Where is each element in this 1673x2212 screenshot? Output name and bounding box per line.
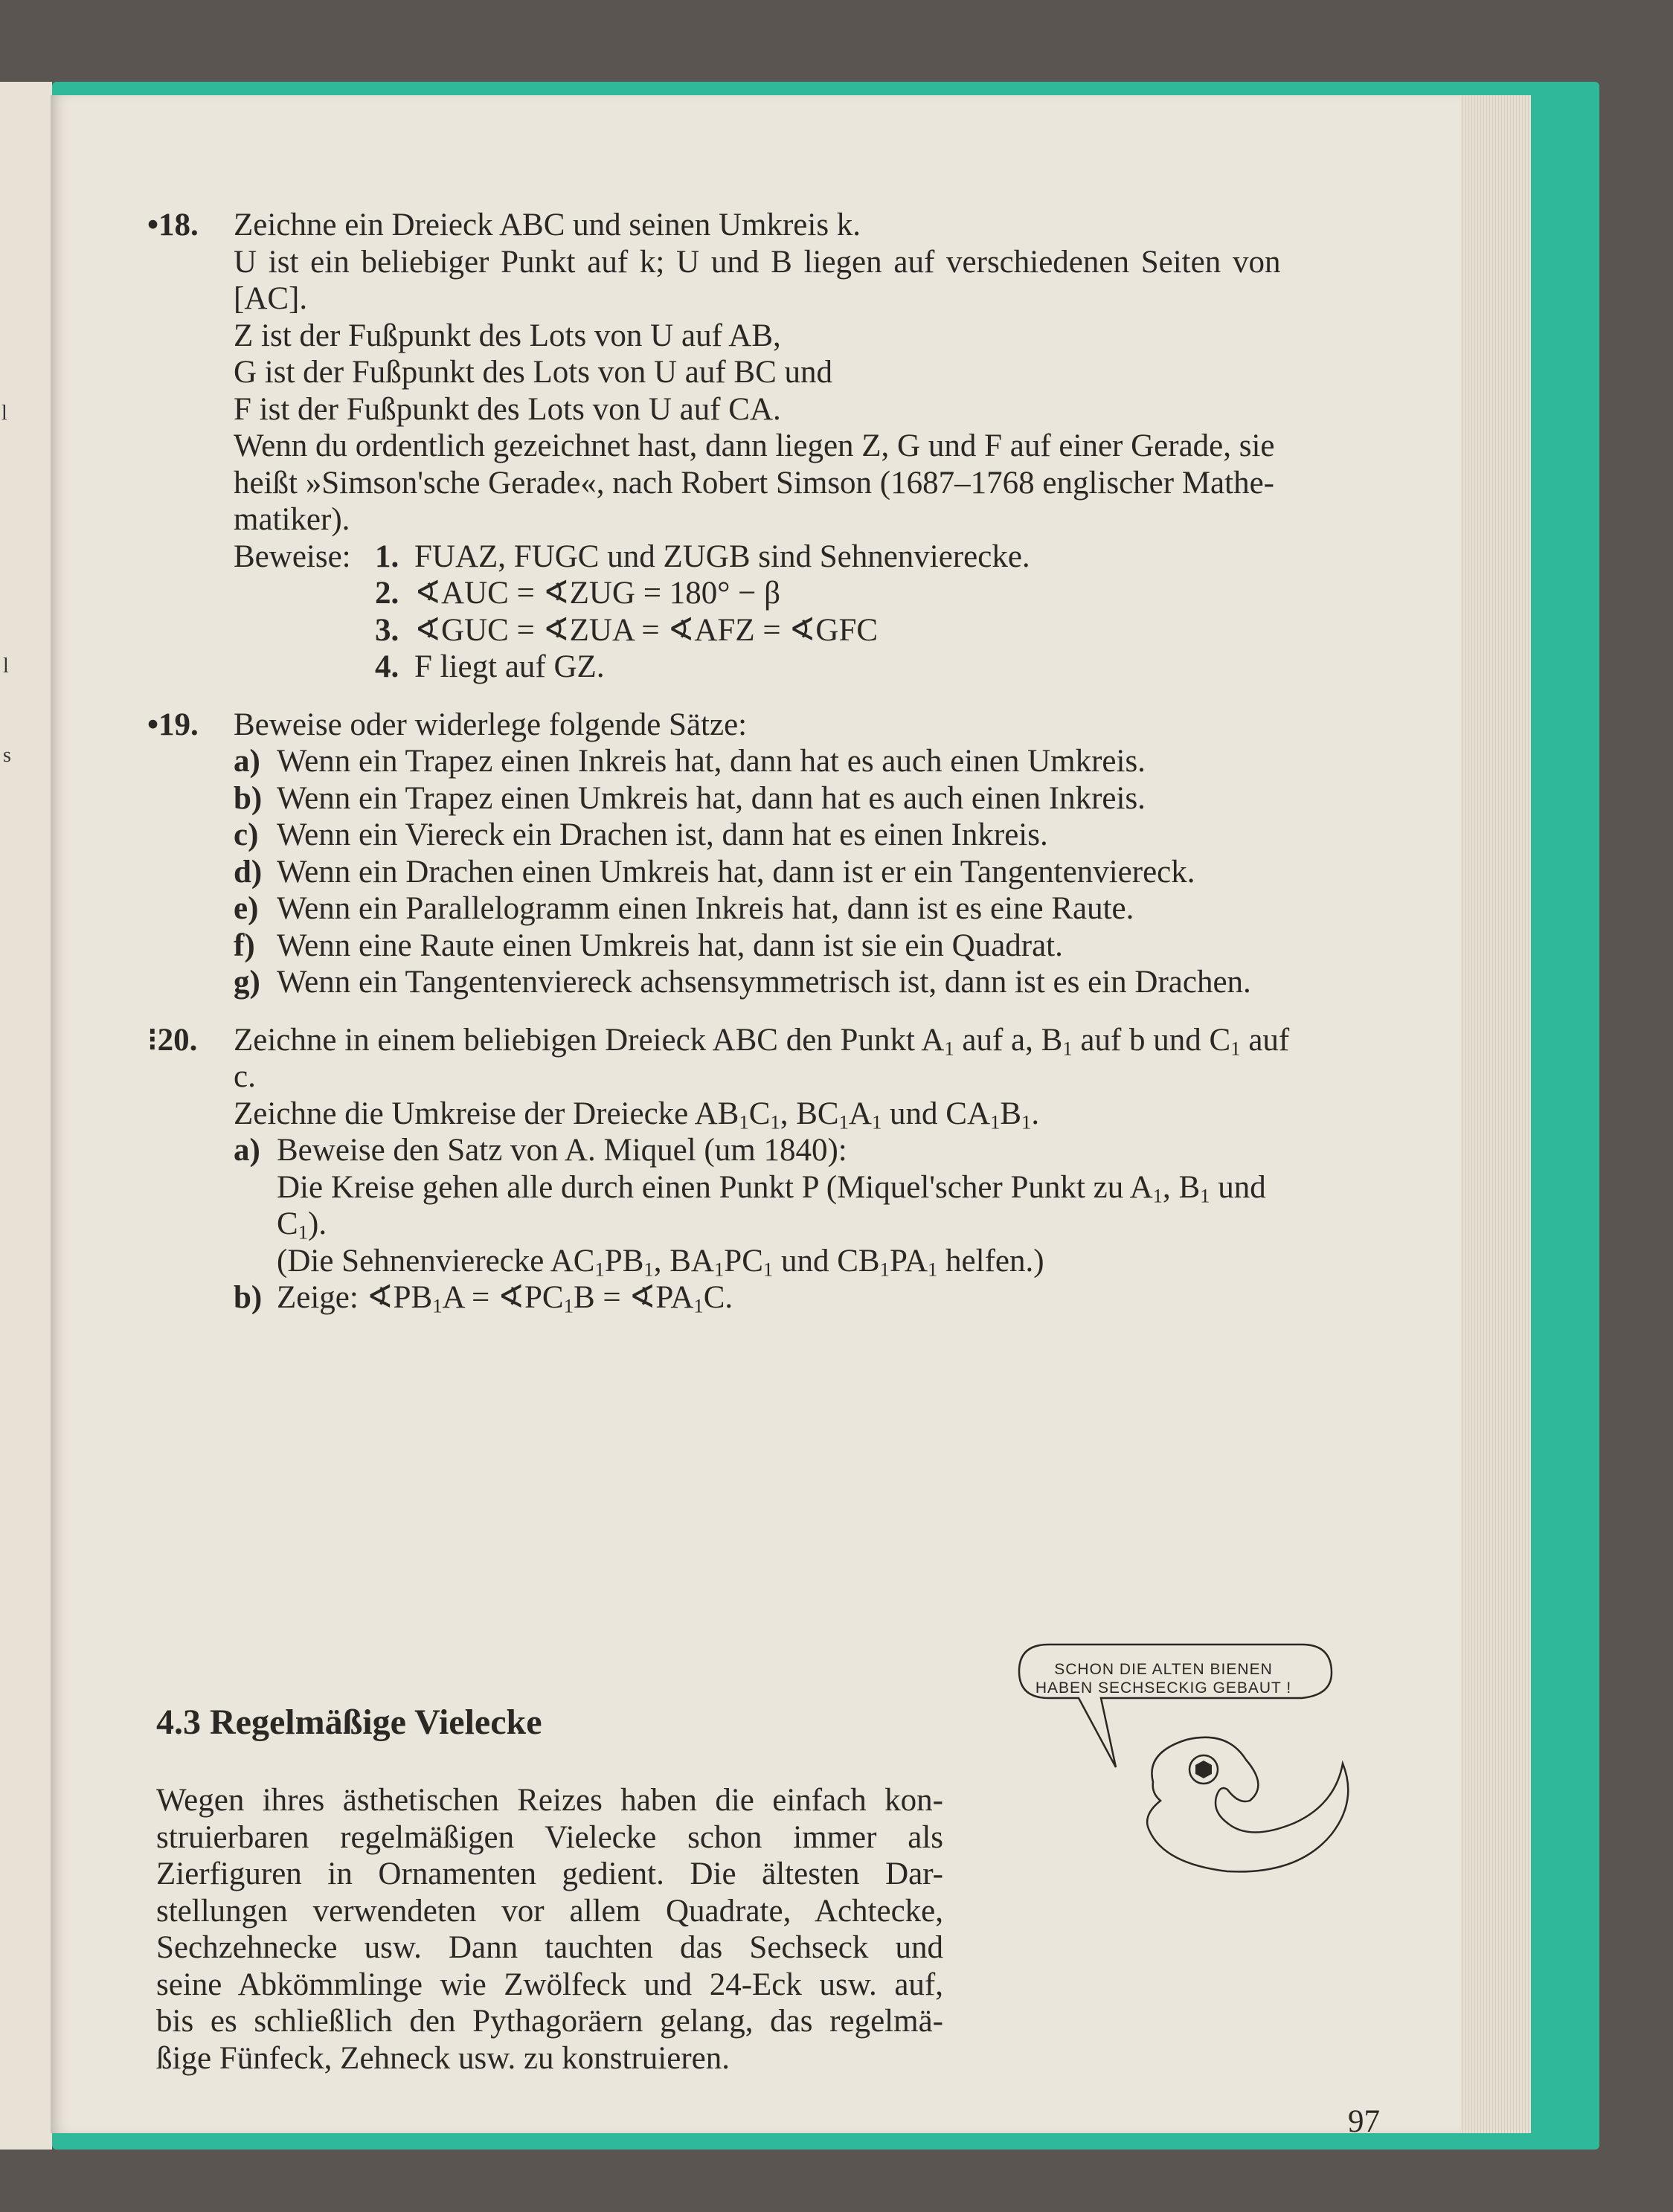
exercise-text: F ist der Fußpunkt des Lots von U auf CA. bbox=[234, 391, 781, 427]
exercise-text: c. bbox=[234, 1059, 256, 1094]
bee-body bbox=[1147, 1737, 1348, 1872]
paragraph-line: stellungen verwendeten vor allem Quadrate, Achtecke, bbox=[156, 1893, 943, 1929]
sub-label: b) bbox=[234, 780, 263, 816]
exercise-18 bbox=[104, 207, 1399, 686]
hexagon-icon bbox=[1195, 1761, 1212, 1778]
exercise-20 bbox=[104, 1022, 1399, 1316]
sub-text: Wenn ein Trapez einen Inkreis hat, dann hat es auch einen Umkreis. bbox=[277, 744, 1146, 779]
sub-text: Zeige: $∢PB_1A$ = $∢PC_1B$ = $∢PA_1C$. bbox=[277, 1280, 733, 1317]
sub-text: Wenn ein Drachen einen Umkreis hat, dann ist er ein Tangentenviereck. bbox=[277, 854, 1195, 890]
sub-text: Wenn ein Trapez einen Umkreis hat, dann hat es auch einen Inkreis. bbox=[277, 780, 1146, 816]
proof-text: ∢AUC = ∢ZUG = 180° − β bbox=[414, 576, 781, 611]
book-page bbox=[51, 95, 1531, 2139]
section-paragraph bbox=[156, 1782, 943, 2077]
sub-item bbox=[234, 964, 1399, 1001]
sub-text: Wenn ein Tangentenviereck achsensymmetrisch ist, dann ist es ein Drachen. bbox=[277, 965, 1251, 1000]
sub-label: d) bbox=[234, 854, 263, 890]
exercise-19 bbox=[104, 707, 1399, 1001]
proof-number: 2. bbox=[375, 576, 399, 611]
left-page-edge bbox=[0, 82, 52, 2150]
sub-text: Wenn ein Parallelogramm einen Inkreis hat, dann ist es eine Raute. bbox=[277, 891, 1134, 926]
exercise-text: Zeichne ein Dreieck ABC und seinen Umkreis k. bbox=[234, 208, 861, 242]
sub-item bbox=[234, 780, 1399, 817]
sub-label: e) bbox=[234, 891, 259, 926]
sub-text: Wenn eine Raute einen Umkreis hat, dann ist sie ein Quadrat. bbox=[277, 927, 1063, 963]
proof-list bbox=[234, 538, 1399, 686]
bubble-line: HABEN SECHSECKIG GEBAUT ! bbox=[1035, 1679, 1292, 1697]
sub-label: f) bbox=[234, 927, 255, 963]
sub-item bbox=[234, 1132, 1399, 1169]
sub-item bbox=[234, 927, 1399, 965]
exercise-text: matiker). bbox=[234, 502, 350, 537]
proof-label: Beweise: bbox=[234, 538, 351, 574]
proof-item bbox=[234, 575, 1399, 612]
sub-text: Beweise den Satz von A. Miquel (um 1840): bbox=[277, 1133, 847, 1168]
sub-item bbox=[234, 817, 1399, 854]
sub-text: Wenn ein Viereck ein Drachen ist, dann hat es einen Inkreis. bbox=[277, 817, 1048, 852]
exercise-text: Wenn du ordentlich gezeichnet hast, dann liegen Z, G und F auf einer Gerade, sie bbox=[234, 428, 1275, 463]
paragraph-line: ßige Fünfeck, Zehneck usw. zu konstruieren. bbox=[156, 2040, 730, 2076]
left-page-mark: l bbox=[1, 402, 7, 425]
paragraph-line: bis es schließlich den Pythagoräern gelang, das regelmä- bbox=[156, 2004, 943, 2039]
sub-text: Die Kreise gehen alle durch einen Punkt P (Miquel'scher Punkt zu $A_1$, $B_1$ und bbox=[277, 1169, 1266, 1207]
speech-bubble-text bbox=[1010, 1660, 1317, 1697]
page-stack-edge bbox=[1460, 95, 1531, 2133]
bubble-line: SCHON DIE ALTEN BIENEN bbox=[1054, 1661, 1273, 1678]
sub-label: a) bbox=[234, 744, 260, 779]
sub-text: $C_1$). bbox=[277, 1206, 327, 1244]
exercise-block bbox=[104, 207, 1399, 1337]
paragraph-line: Sechzehnecke usw. Dann tauchten das Sechseck und bbox=[156, 1930, 943, 1965]
paragraph-line: Wegen ihres ästhetischen Reizes haben die einfach kon- bbox=[156, 1783, 943, 1818]
sub-label: b) bbox=[234, 1280, 263, 1315]
sub-label: g) bbox=[234, 965, 260, 1000]
exercise-text: Z ist der Fußpunkt des Lots von U auf AB, bbox=[234, 318, 781, 353]
proof-text: FUAZ, FUGC und ZUGB sind Sehnenvierecke. bbox=[414, 538, 1030, 574]
exercise-number: ⁝20. bbox=[147, 1022, 198, 1058]
exercise-text: Beweise oder widerlege folgende Sätze: bbox=[234, 707, 748, 742]
exercise-number: •19. bbox=[147, 707, 199, 742]
proof-number: 4. bbox=[375, 649, 399, 684]
proof-number: 1. bbox=[375, 538, 399, 574]
sub-item bbox=[234, 1279, 1399, 1316]
proof-item bbox=[234, 612, 1399, 649]
sub-label: a) bbox=[234, 1133, 260, 1168]
sub-label: c) bbox=[234, 817, 259, 852]
exercise-text: heißt »Simson'sche Gerade«, nach Robert Simson (1687–1768 englischer Mathe- bbox=[234, 465, 1274, 501]
paragraph-line: struierbaren regelmäßigen Vielecke schon immer als bbox=[156, 1819, 943, 1855]
sub-item bbox=[234, 743, 1399, 780]
exercise-number: •18. bbox=[147, 208, 199, 242]
proof-number: 3. bbox=[375, 612, 399, 648]
page-number: 97 bbox=[1348, 2104, 1380, 2139]
proof-item bbox=[234, 649, 1399, 686]
exercise-text: Zeichne die Umkreise der Dreiecke $AB_1C_1$, $BC_1A_1$ und $CA_1B_1$. bbox=[234, 1096, 1040, 1134]
section-heading: 4.3 Regelmäßige Vielecke bbox=[156, 1703, 542, 1742]
sub-text: (Die Sehnenvierecke $AC_1PB_1$, $BA_1PC_1$ und $CB_1PA_1$ helfen.) bbox=[277, 1243, 1044, 1281]
exercise-text: G ist der Fußpunkt des Lots von U auf BC und bbox=[234, 355, 833, 390]
left-page-mark: l bbox=[3, 655, 9, 678]
proof-item bbox=[234, 538, 1399, 576]
left-page-mark: s bbox=[3, 744, 11, 767]
paragraph-line: Zierfiguren in Ornamenten gedient. Die ältesten Dar- bbox=[156, 1856, 943, 1891]
proof-text: F liegt auf GZ. bbox=[414, 649, 605, 684]
sub-item bbox=[234, 854, 1399, 891]
sub-item bbox=[234, 890, 1399, 927]
proof-text: ∢GUC = ∢ZUA = ∢AFZ = ∢GFC bbox=[414, 612, 879, 648]
exercise-text: [AC]. bbox=[234, 281, 308, 316]
exercise-text: U ist ein beliebiger Punkt auf k; U und B liegen auf verschiedenen Seiten von bbox=[234, 244, 1281, 280]
exercise-text: Zeichne in einem beliebigen Dreieck ABC den Punkt $A_1$ auf a, $B_1$ auf b und $C_1$ auf bbox=[234, 1022, 1290, 1060]
paragraph-line: seine Abkömmlinge wie Zwölfeck und 24-Eck usw. auf, bbox=[156, 1967, 943, 2002]
